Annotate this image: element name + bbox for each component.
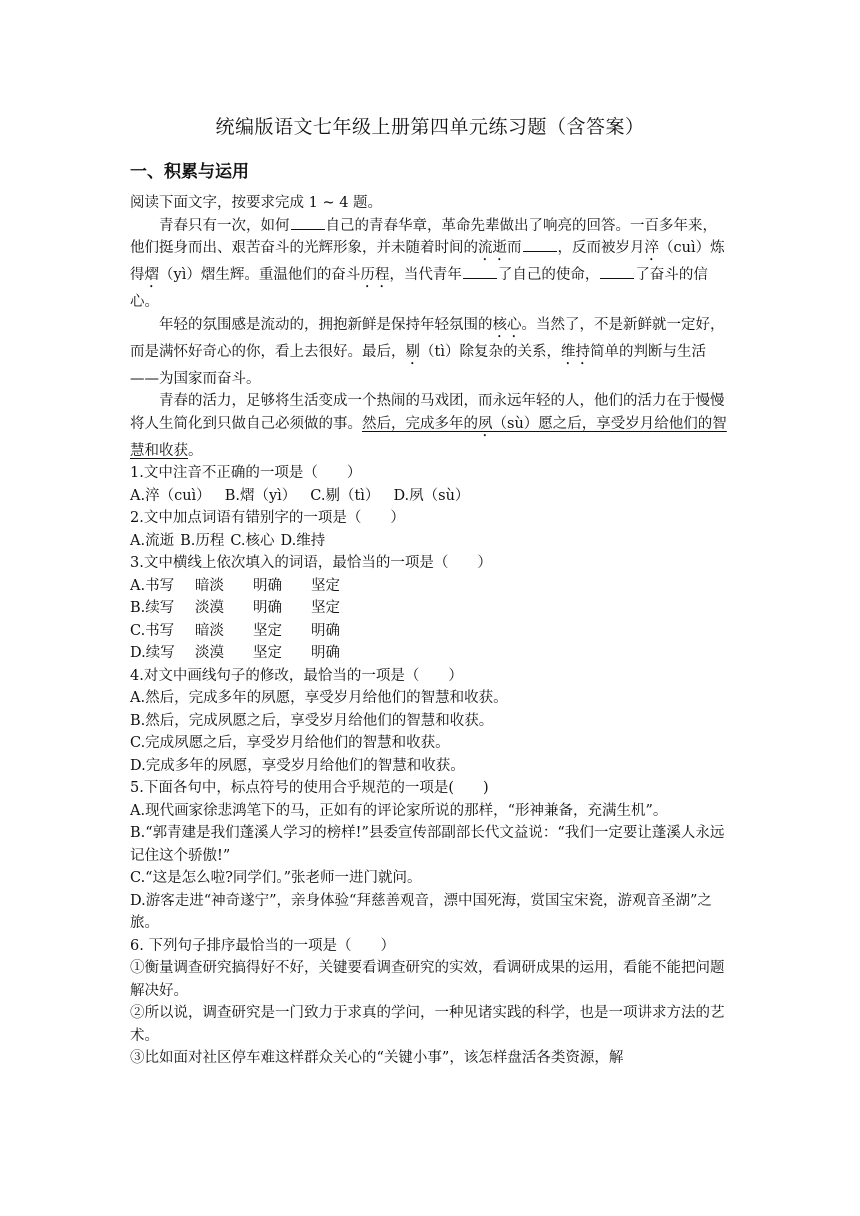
q1-option-b: B.熠（yì）	[224, 487, 297, 504]
fill-blank-4	[600, 264, 634, 279]
q3-option-c: C.书写 暗淡 坚定 明确	[130, 622, 340, 639]
q4-option-a: A.然后，完成多年的夙愿，享受岁月给他们的智慧和收获。	[130, 690, 508, 706]
q5-option-c: C.“这是怎么啦?同学们。”张老师一进门就问。	[130, 870, 422, 886]
q5-option-d: D.游客走进“神奇遂宁”，亲身体验“拜慈善观音，漂中国死海，赏国宝宋瓷，游观音圣湖”之旅。	[130, 892, 712, 931]
q2-option-a: A.流逝	[130, 532, 175, 549]
q3-option-d: D.续写 淡漠 坚定 明确	[130, 645, 340, 661]
q4-option-d: D.完成多年的夙愿，享受岁月给他们的智慧和收获。	[130, 757, 465, 774]
dotted-word-hexin: 核心	[492, 316, 522, 333]
question-5-stem: 5.下面各句中，标点符号的使用合乎规范的一项是( )	[130, 780, 489, 796]
q3-option-b: B.续写 淡漠 明确 坚定	[130, 600, 340, 616]
q1-option-c: C.剔（tì）	[310, 487, 380, 504]
reading-instruction: 阅读下面文字，按要求完成 1 ~ 4 题。	[130, 195, 383, 211]
document-title: 统编版语文七年级上册第四单元练习题（含答案）	[215, 116, 645, 138]
passage-paragraph-1: 青春只有一次，如何 自己的青春华章，革命先辈做出了响亮的回答。一百多年来，他们挺身而出、艰苦奋斗的光辉形象，并未随着时间的流逝而 ，反而被岁月淬（cuì）炼得熠（yì）熠生辉。重温他们的奋斗历程，当代青年 了自己的使命， 了奋斗的信心。	[130, 215, 730, 314]
fill-blank-3	[463, 264, 497, 279]
dotted-word-liushi: 流逝	[478, 240, 507, 256]
underlined-sentence: 然后，完成多年的夙（sù）愿之后，享受岁月给他们的智慧和收获	[130, 415, 727, 459]
dotted-word-weichi: 维持	[560, 343, 590, 360]
question-1-stem: 1.文中注音不正确的一项是（ ）	[130, 465, 362, 481]
q3-option-a: A.书写 暗淡 明确 坚定	[130, 577, 340, 594]
fill-blank-1	[291, 215, 325, 230]
dotted-char-ti: 剔	[405, 343, 420, 360]
dotted-char-yi: 熠	[144, 267, 159, 283]
question-2-stem: 2.文中加点词语有错别字的一项是（ ）	[130, 510, 405, 526]
q6-item-1: ①衡量调查研究搞得好不好，关键要看调查研究的实效，看调研成果的运用，看能不能把问题解决好。	[130, 960, 725, 999]
q2-option-b: B.历程	[180, 532, 225, 549]
q1-option-d: D.夙（sù）	[393, 487, 470, 504]
q6-item-2: ②所以说，调查研究是一门致力于求真的学问，一种见诸实践的科学，也是一项讲求方法的艺术。	[130, 1005, 725, 1044]
question-1-options	[130, 485, 730, 508]
passage-paragraph-3: 青春的活力，足够将生活变成一个热闹的马戏团，而永远年轻的人，他们的活力在于慢慢将人生简化到只做自己必须做的事。然后，完成多年的夙（sù）愿之后，享受岁月给他们的智慧和收获。	[130, 393, 727, 459]
question-2-options	[130, 530, 730, 553]
q4-option-c: C.完成夙愿之后，享受岁月给他们的智慧和收获。	[130, 735, 450, 751]
passage-paragraph-2: 年轻的氛围感是流动的，拥抱新鲜是保持年轻氛围的核心。当然了，不是新鲜就一定好，而是满怀好奇心的你，看上去很好。最后，剔（tì）除复杂的关系，维持简单的判断与生活——为国家而奋斗。	[130, 316, 725, 387]
q4-option-b: B.然后，完成夙愿之后，享受岁月给他们的智慧和收获。	[130, 712, 494, 729]
dotted-char-cui: 淬	[644, 240, 659, 256]
q5-option-a: A.现代画家徐悲鸿笔下的马，正如有的评论家所说的那样，“形神兼备，充满生机”。	[130, 802, 668, 819]
q6-item-3: ③比如面对社区停车难这样群众关心的“关键小事”，该怎样盘活各类资源，解	[130, 1050, 624, 1066]
fill-blank-2	[523, 237, 557, 252]
question-4-stem: 4.对文中画线句子的修改，最恰当的一项是（ ）	[130, 667, 463, 684]
question-3-stem: 3.文中横线上依次填入的词语，最恰当的一项是（ ）	[130, 555, 492, 571]
q1-option-a: A.淬（cuì）	[130, 487, 211, 504]
q2-option-d: D.维持	[280, 532, 326, 549]
q5-option-b: B.“郭青建是我们蓬溪人学习的榜样!”县委宣传部副部长代文益说：“我们一定要让蓬溪人永远记住这个骄傲!”	[130, 825, 725, 864]
dotted-char-su: 夙	[478, 415, 493, 432]
section-heading: 一、积累与运用	[130, 162, 249, 182]
dotted-word-licheng: 历程	[360, 267, 390, 283]
q2-option-c: C.核心	[230, 532, 275, 549]
question-6-stem: 6. 下列句子排序最恰当的一项是（ ）	[130, 937, 395, 954]
document-body	[130, 192, 730, 1070]
